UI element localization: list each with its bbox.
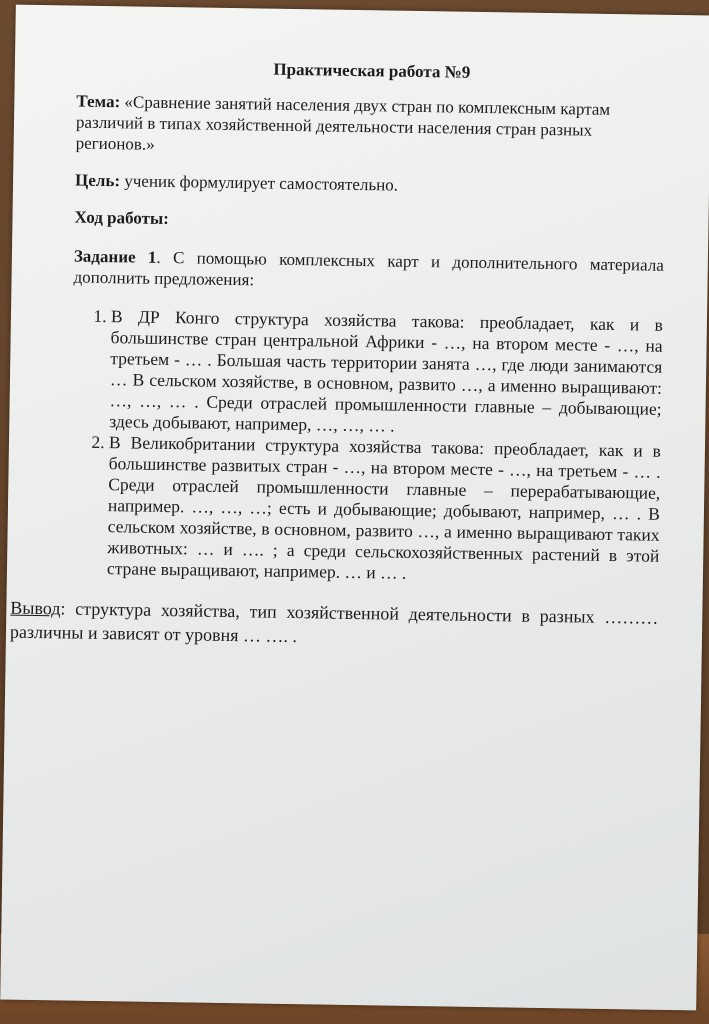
task-text: . С помощью комплексных карт и дополнительного материала дополнить предложения: — [73, 247, 664, 290]
conclusion-text: : структура хозяйства, тип хозяйственной деятельности в разных ……… различны и зависят от уровня … …. . — [9, 598, 659, 647]
document-content — [9, 56, 667, 654]
goal-text: ученик формулирует самостоятельно. — [119, 171, 399, 195]
conclusion-label: Вывод — [10, 597, 61, 619]
goal-label: Цель: — [74, 170, 121, 191]
task-items-list — [69, 306, 663, 588]
task-label: Задание 1 — [73, 246, 157, 267]
progress-heading: Ход работы: — [74, 207, 170, 229]
goal-paragraph — [75, 170, 665, 200]
list-item: 2. В Великобритании структура хозяйства такова: преобладает, как и в большинстве развитых стран - …, на втором месте - …, на третьем - … . Среди отраслей промышленности главные – перерабатывающие, например. …, …, …; есть и добывающие; добывают, например, … . В сельском хозяйстве, в основном, развито …, а именно выращивают таких животных: … и …. ; а среди сельскохозяйственных растений в этой стране выращивают, например. … и … . — [107, 432, 661, 588]
conclusion-paragraph — [10, 596, 659, 654]
paper-sheet — [0, 5, 709, 1011]
task-paragraph — [73, 246, 664, 297]
topic-paragraph — [76, 91, 667, 163]
list-item: 1. В ДР Конго структура хозяйства такова: преобладает, как и в большинстве стран центральной Африки - …, на втором месте - …, на третьем - … . Большая часть территории занята …, где люди занимаются … В сельском хозяйстве, в основном, развито …, а именно выращивают: …, …, … . Среди отраслей промышленности главные – добывающие; здесь добывают, например, …, …, … . — [109, 306, 663, 441]
topic-label: Тема: — [76, 91, 121, 112]
topic-text: «Сравнение занятий населения двух стран по комплексным картам различий в типах хозяйственной деятельности населения стран разных регионов.» — [75, 92, 611, 154]
document-title: Практическая работа №9 — [273, 59, 471, 82]
